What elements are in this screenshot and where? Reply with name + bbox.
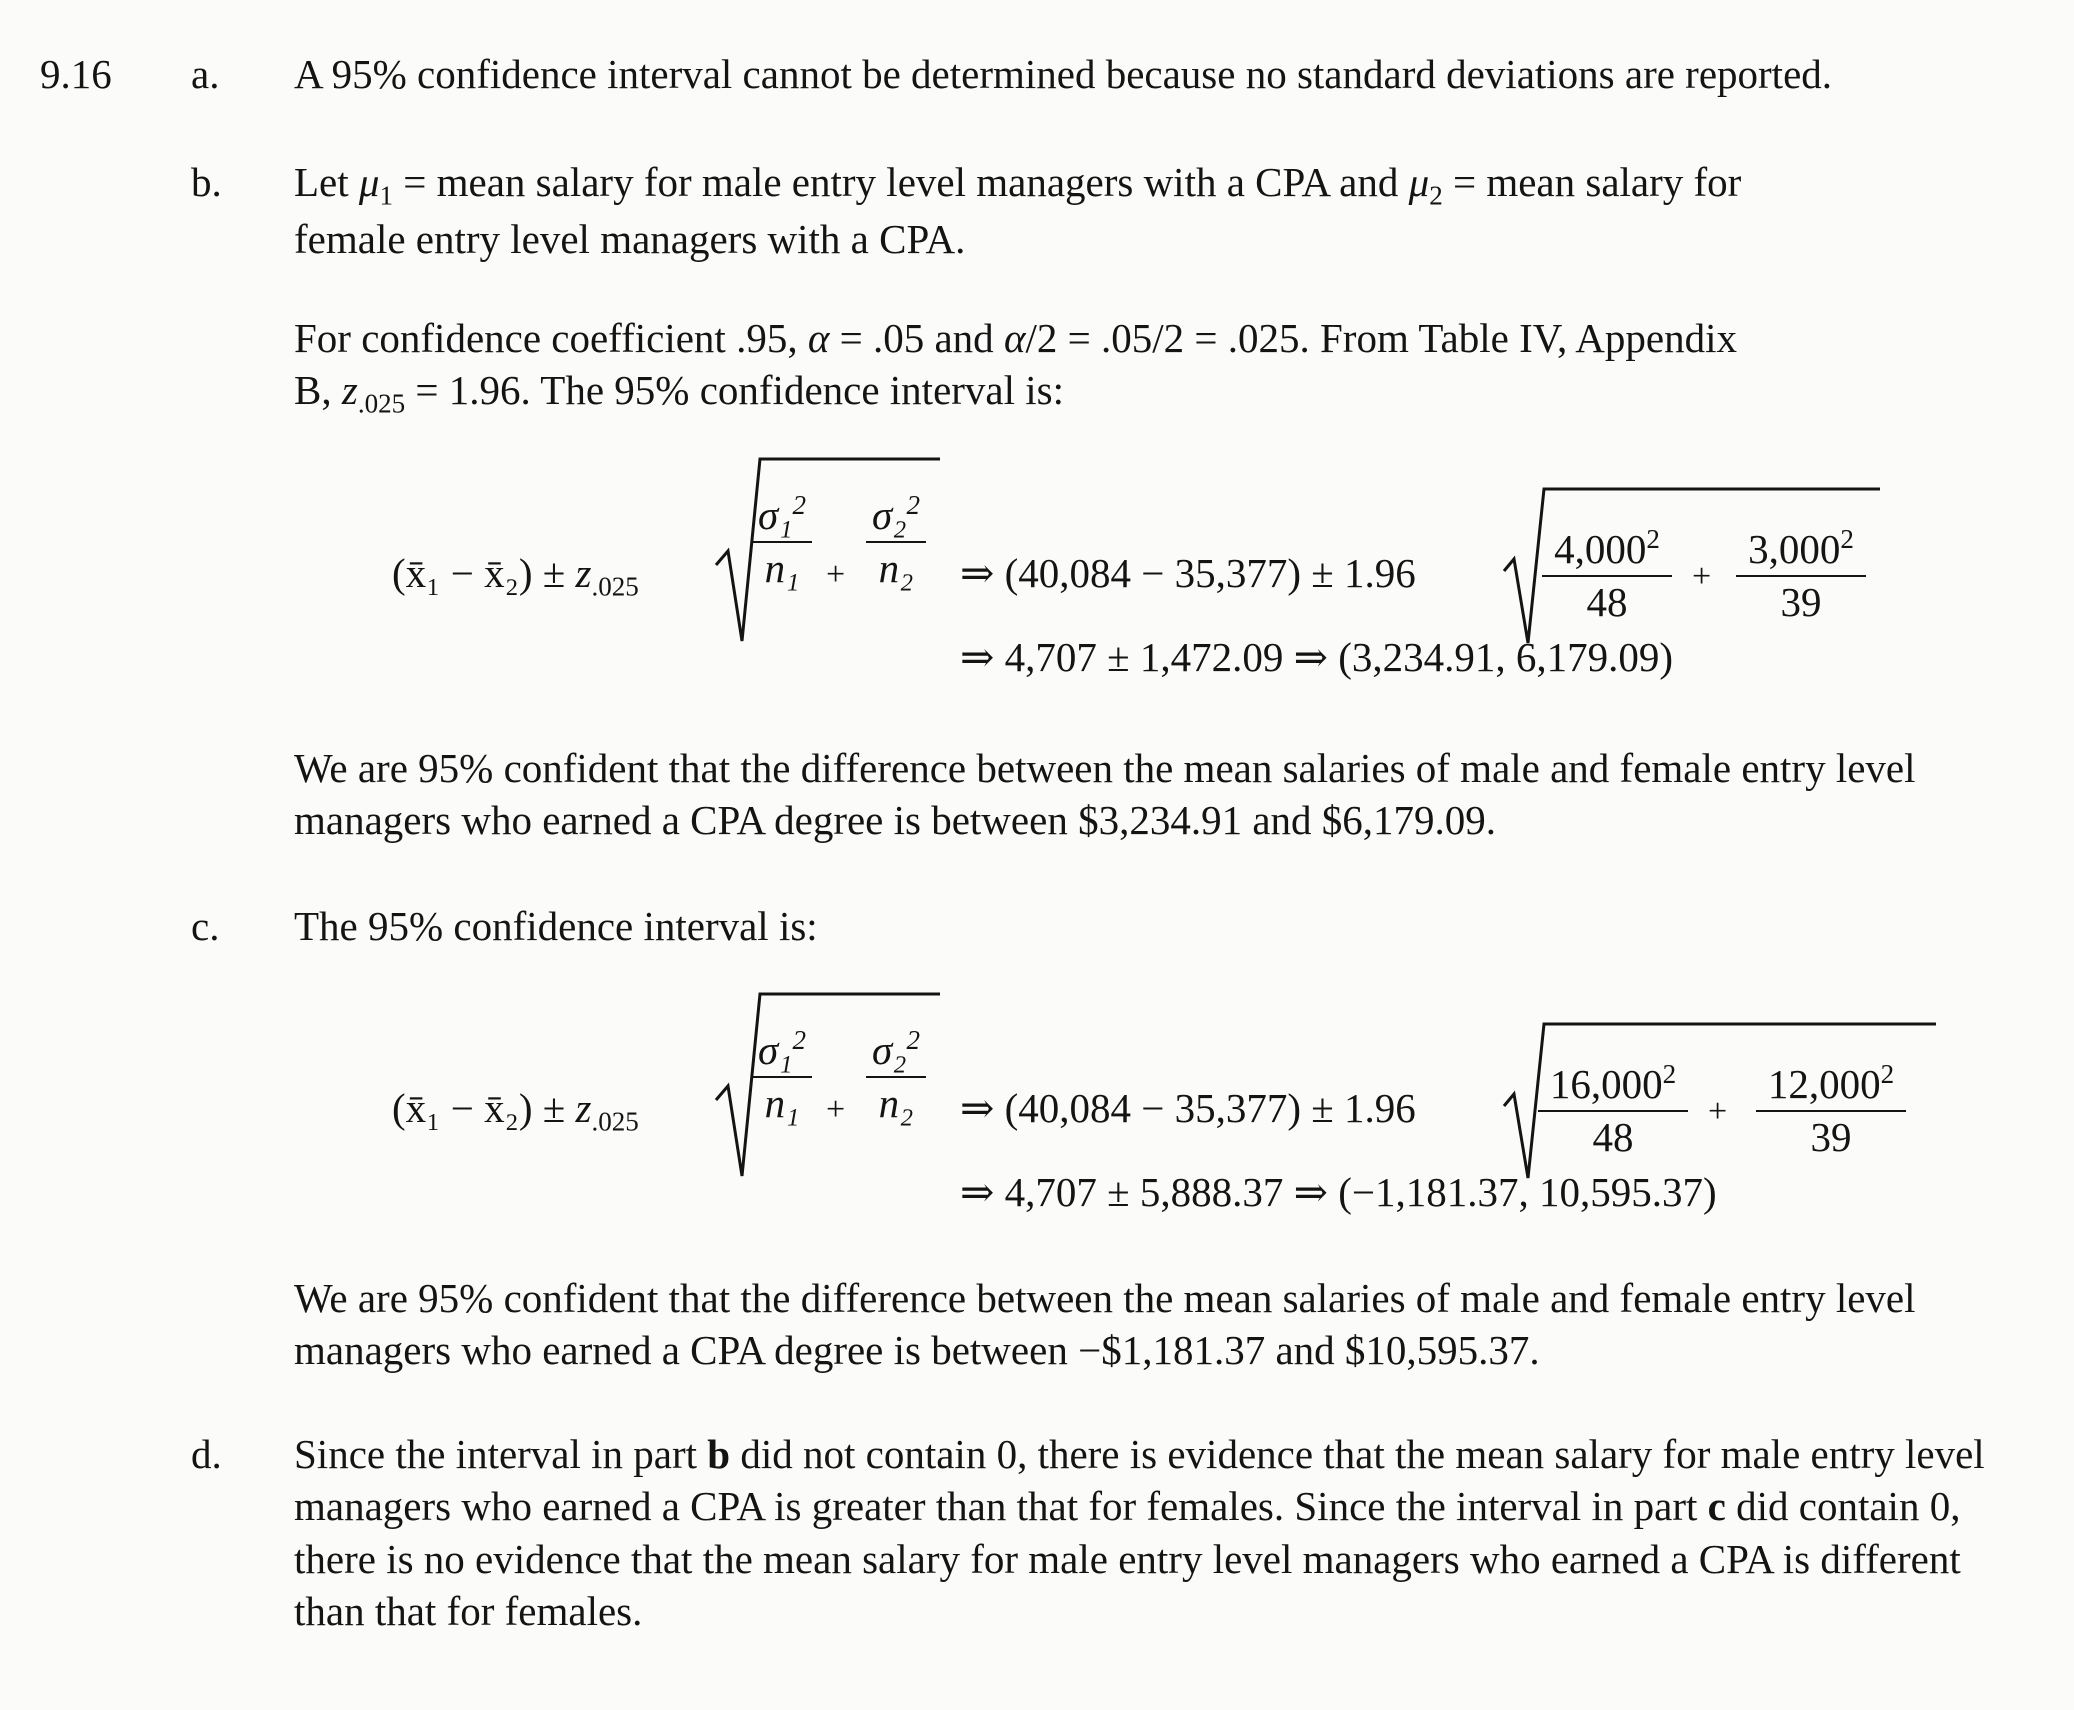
part-b-coefficient bbox=[294, 312, 2034, 422]
coefficient-line-1: For confidence coefficient .95, α = .05 and α/2 = .05/2 = .025. From Table IV, Appendix bbox=[294, 315, 1737, 361]
fraction-1: 4,000$^2$ 48 bbox=[1542, 525, 1672, 624]
formula-substitution: ⇒ (40,084 − 35,377) ± 1.96 bbox=[960, 1085, 1416, 1131]
formula-plus: + bbox=[826, 1091, 846, 1128]
sigma2-over-n2: σ₂$^2$ n₂ bbox=[866, 491, 926, 590]
part-d-label: d. bbox=[191, 1431, 222, 1477]
part-b-formula bbox=[0, 455, 2074, 680]
coefficient-line-2: B, $z_{.025} = 1.96$. The 95% confidence interval is: bbox=[294, 367, 1064, 420]
part-b-definition bbox=[294, 156, 2034, 266]
formula-lhs: (x̄₁ − x̄₂) ± $z_{.025}$ bbox=[392, 550, 639, 602]
definition-line-1: Let $\mu_1$ = mean salary for male entry level managers with a CPA and $\mu_2$ = mean salary for bbox=[294, 159, 1742, 211]
formula-plus: + bbox=[826, 556, 846, 593]
fraction-2: 12,000$^2$ 39 bbox=[1756, 1060, 1906, 1159]
part-b-label: b. bbox=[191, 159, 222, 205]
formula-substitution: ⇒ (40,084 − 35,377) ± 1.96 bbox=[960, 550, 1416, 596]
sigma1-over-n1: σ₁$^2$ n₁ bbox=[752, 491, 812, 590]
definition-line-2: female entry level managers with a CPA. bbox=[294, 216, 966, 263]
formula-result: ⇒ 4,707 ± 5,888.37 ⇒ (−1,181.37, 10,595.37) bbox=[960, 1169, 1717, 1215]
formula-plus-numeric: + bbox=[1692, 558, 1712, 595]
part-c-reference: c bbox=[1707, 1483, 1726, 1530]
problem-number: 9.16 bbox=[40, 51, 112, 97]
part-d-text: Since the interval in part b did not contain 0, there is evidence that the mean salary for male entry level managers who earned a CPA is greater than that for females. Since the interval in part c did contain 0, there is no evidence that the mean salary for male entry level managers who earned a CPA is different than that for females. bbox=[294, 1431, 1985, 1635]
fraction-1: 16,000$^2$ 48 bbox=[1538, 1060, 1688, 1159]
part-b-reference: b bbox=[707, 1431, 731, 1477]
formula-result: ⇒ 4,707 ± 1,472.09 ⇒ (3,234.91, 6,179.09) bbox=[960, 634, 1674, 680]
part-b-conclusion: We are 95% confident that the difference between the mean salaries of male and female entry level managers who earned a CPA degree is between $3,234.91 and $6,179.09. bbox=[294, 745, 1916, 844]
part-a-label: a. bbox=[191, 51, 220, 97]
part-c-conclusion: We are 95% confident that the difference between the mean salaries of male and female entry level managers who earned a CPA degree is between −$1,181.37 and $10,595.37. bbox=[294, 1275, 1916, 1374]
fraction-2: 3,000$^2$ 39 bbox=[1736, 525, 1866, 624]
sigma1-over-n1: σ₁$^2$ n₁ bbox=[752, 1026, 812, 1125]
formula-plus-numeric: + bbox=[1708, 1093, 1728, 1130]
part-c-formula bbox=[0, 990, 2074, 1215]
part-c-label: c. bbox=[191, 903, 220, 949]
formula-lhs: (x̄₁ − x̄₂) ± $z_{.025}$ bbox=[392, 1085, 639, 1137]
part-c-intro: The 95% confidence interval is: bbox=[294, 903, 818, 949]
sigma2-over-n2: σ₂$^2$ n₂ bbox=[866, 1026, 926, 1125]
part-a-text: A 95% confidence interval cannot be determined because no standard deviations are reported. bbox=[294, 51, 1833, 97]
